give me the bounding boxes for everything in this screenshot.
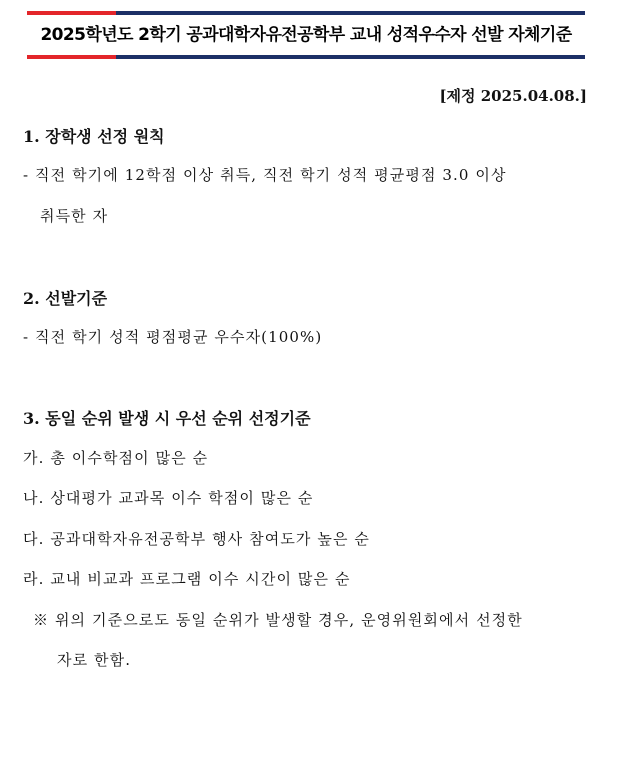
title-banner bbox=[27, 11, 585, 59]
criterion-ga: 가. 총 이수학점이 많은 순 bbox=[23, 449, 209, 467]
criterion-ra: 라. 교내 비교과 프로그램 이수 시간이 많은 순 bbox=[23, 570, 351, 588]
section-2-line-1: - 직전 학기 성적 평점평균 우수자(100%) bbox=[23, 328, 323, 346]
criterion-na: 나. 상대평가 교과목 이수 학점이 많은 순 bbox=[23, 489, 314, 507]
note-line-2: 자로 한함. bbox=[57, 651, 132, 669]
title-bottom-rule bbox=[27, 55, 585, 59]
rule-red-segment bbox=[27, 55, 116, 59]
section-3-heading: 3. 동일 순위 발생 시 우선 순위 선정기준 bbox=[23, 409, 311, 428]
note-line-1: ※ 위의 기준으로도 동일 순위가 발생할 경우, 운영위원회에서 선정한 bbox=[33, 611, 523, 629]
enactment-date: [제정 2025.04.08.] bbox=[439, 87, 587, 105]
criterion-da: 다. 공과대학자유전공학부 행사 참여도가 높은 순 bbox=[23, 530, 371, 548]
rule-navy-segment bbox=[116, 55, 585, 59]
section-1-line-1: - 직전 학기에 12학점 이상 취득, 직전 학기 성적 평균평점 3.0 이상 bbox=[23, 166, 507, 184]
section-2-heading: 2. 선발기준 bbox=[23, 289, 108, 308]
document-title: 2025학년도 2학기 공과대학자유전공학부 교내 성적우수자 선발 자체기준 bbox=[40, 25, 572, 45]
section-1-line-2: 취득한 자 bbox=[40, 207, 109, 225]
section-1-heading: 1. 장학생 선정 원칙 bbox=[23, 127, 165, 146]
